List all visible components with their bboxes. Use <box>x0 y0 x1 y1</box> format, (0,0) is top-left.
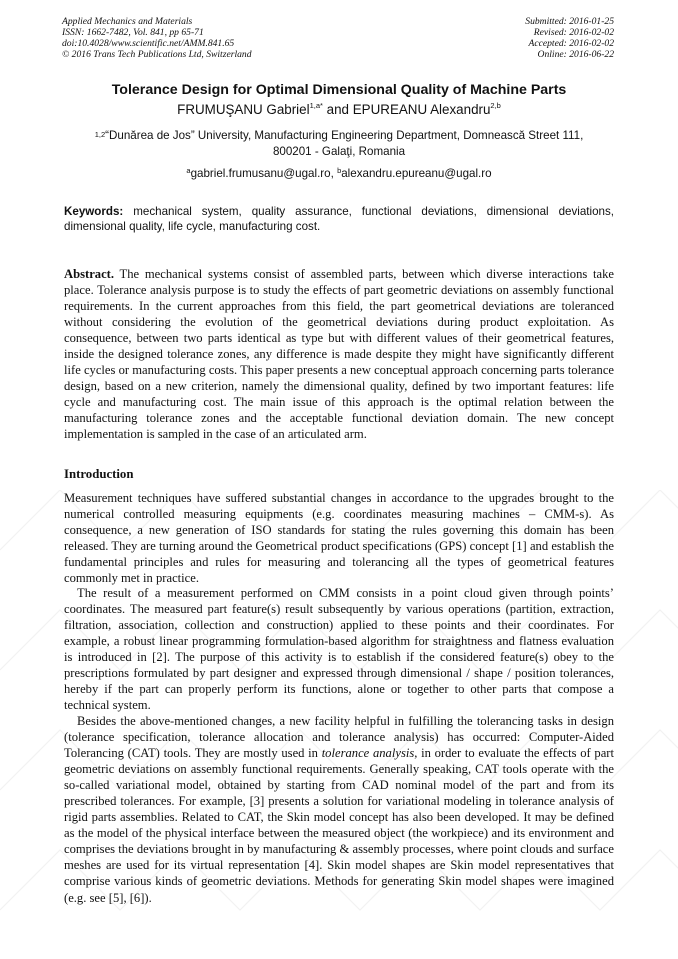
intro-paragraph-2: The result of a measurement performed on CMM consists in a point cloud given through points’ coordinates. The measured part feature(s) result subsequently by various operations (partition, extraction, filtration, association, collection and construction) applied to these points and their coordinates. For example, a robust linear programming formulation-based algorithm for straightness and flatness evaluation is introduced in [2]. The purpose of this activity is to establish if the considered feature(s) obey to the prescriptions formulated by part designer and expressed through dimensional / shape / position tolerances, hereby if the part can properly perform its functions, alone or together to other parts that compose a technical system. <box>64 586 614 713</box>
paper-title: Tolerance Design for Optimal Dimensional Quality of Machine Parts <box>111 82 567 98</box>
copyright-line: © 2016 Trans Tech Publications Ltd, Switzerland <box>62 49 252 60</box>
author-1-sup: 1,a* <box>309 101 323 110</box>
intro-p3-part-a: Besides the above-mentioned changes, a new facility helpful in fulfilling the tolerancing tasks in design (tolerance specification, tolerance allocation and tolerance analysis) has occurred: Computer-Aided Tolerancing (CAT) tools. They are mostly used in <box>64 714 614 761</box>
affiliation <box>70 128 608 160</box>
email-b-sup: b <box>337 166 342 175</box>
intro-paragraph-3 <box>64 713 614 906</box>
publication-dates <box>525 16 614 60</box>
abstract-label: Abstract. <box>64 267 115 281</box>
online-date: Online: 2016-06-22 <box>537 49 614 60</box>
affiliation-sup: 1,2 <box>94 130 106 139</box>
affiliation-line-1: “Dunărea de Jos” University, Manufacturing Engineering Department, Domnească Street 111, <box>105 129 584 142</box>
email-b: alexandru.epureanu@ugal.ro <box>341 167 492 180</box>
issn-line: ISSN: 1662-7482, Vol. 841, pp 65-71 <box>62 27 204 38</box>
author-emails <box>0 167 678 180</box>
author-2-sup: 2,b <box>490 101 501 110</box>
keywords-text: mechanical system, quality assurance, functional deviations, dimensional deviations, dimensional quality, life cycle, manufacturing cost. <box>64 205 614 233</box>
intro-paragraph-1: Measurement techniques have suffered substantial changes in accordance to the upgrades brought to the numerical controlled measuring equipments (e.g. coordinates measuring machines – CMM-s). As consequence, a new generation of ISO standards for stating the rules governing this domain has been released. They are turning around the Geometrical product specifications (GPS) concept [1] and establish the fundamental principles and rules for measuring and tolerancing all the types of geometrical features commonly met in practice. <box>64 491 614 586</box>
author-2: EPUREANU Alexandru <box>352 102 491 117</box>
intro-p3-part-b: , in order to evaluate the effects of part geometric deviations on assembly functional requirements. Generally speaking, CAT tools operate with the so-called variational model, obtained by starting from CAD nominal model of the part and from its prescribed tolerances. For example, [3] presents a solution for variational modeling in tolerance analysis of rigid parts assemblies. Related to CAT, the Skin model concept has also been developed. It may be defined as the model of the physical interface between the measured object (the workpiece) and its environment and comprises the deviations brought in by manufacturing & assembly processes, where point clouds and surface meshes are used for its virtual representation [4]. Skin model shapes are Skin model representatives that comprise various kinds of geometric deviations. Methods for generating Skin model shapes were imagined (e.g. see [5], [6]). <box>64 746 614 905</box>
author-connector: and <box>322 102 353 117</box>
accepted-date: Accepted: 2016-02-02 <box>528 38 614 49</box>
journal-name: Applied Mechanics and Materials <box>62 16 193 27</box>
author-1: FRUMUŞANU Gabriel <box>177 102 310 117</box>
keywords <box>64 205 614 234</box>
email-a: gabriel.frumusanu@ugal.ro <box>190 167 331 180</box>
keywords-label: Keywords: <box>64 205 124 218</box>
affiliation-line-2: 800201 - Galaţi, Romania <box>272 145 406 158</box>
abstract-text: The mechanical systems consist of assembled parts, between which diverse interactions take place. Tolerance analysis purpose is to study the effects of part geometric deviations on assembly functional requirements. In the current approaches from this field, the part geometrical deviations are toleranced without considering the evolution of the geometrical deviations during product exploitation. As consequence, between two parts identical as type but with different values of their geometrical features, inside the designed tolerance zones, any difference is made despite they might have significantly different life cycles or manufacturing costs. This paper presents a new conceptual approach concerning parts tolerance design, based on a new criterion, namely the dimensional quality, defined by two important features: life cycle and manufacturing cost. The main issue of this approach is the optimal relation between the manufacturing tolerance zones and the acceptable functional deviation domain. The new concept implementation is sampled in the case of an articulated arm. <box>64 267 614 442</box>
submitted-date: Submitted: 2016-01-25 <box>525 16 614 27</box>
introduction-heading: Introduction <box>64 467 134 481</box>
email-separator: , <box>330 167 338 180</box>
journal-info <box>62 16 252 60</box>
revised-date: Revised: 2016-02-02 <box>533 27 614 38</box>
abstract <box>64 266 614 443</box>
author-line <box>0 102 678 117</box>
email-a-sup: a <box>186 166 191 175</box>
intro-p3-emphasis: tolerance analysis <box>321 746 415 761</box>
doi-line: doi:10.4028/www.scientific.net/AMM.841.65 <box>62 38 235 49</box>
